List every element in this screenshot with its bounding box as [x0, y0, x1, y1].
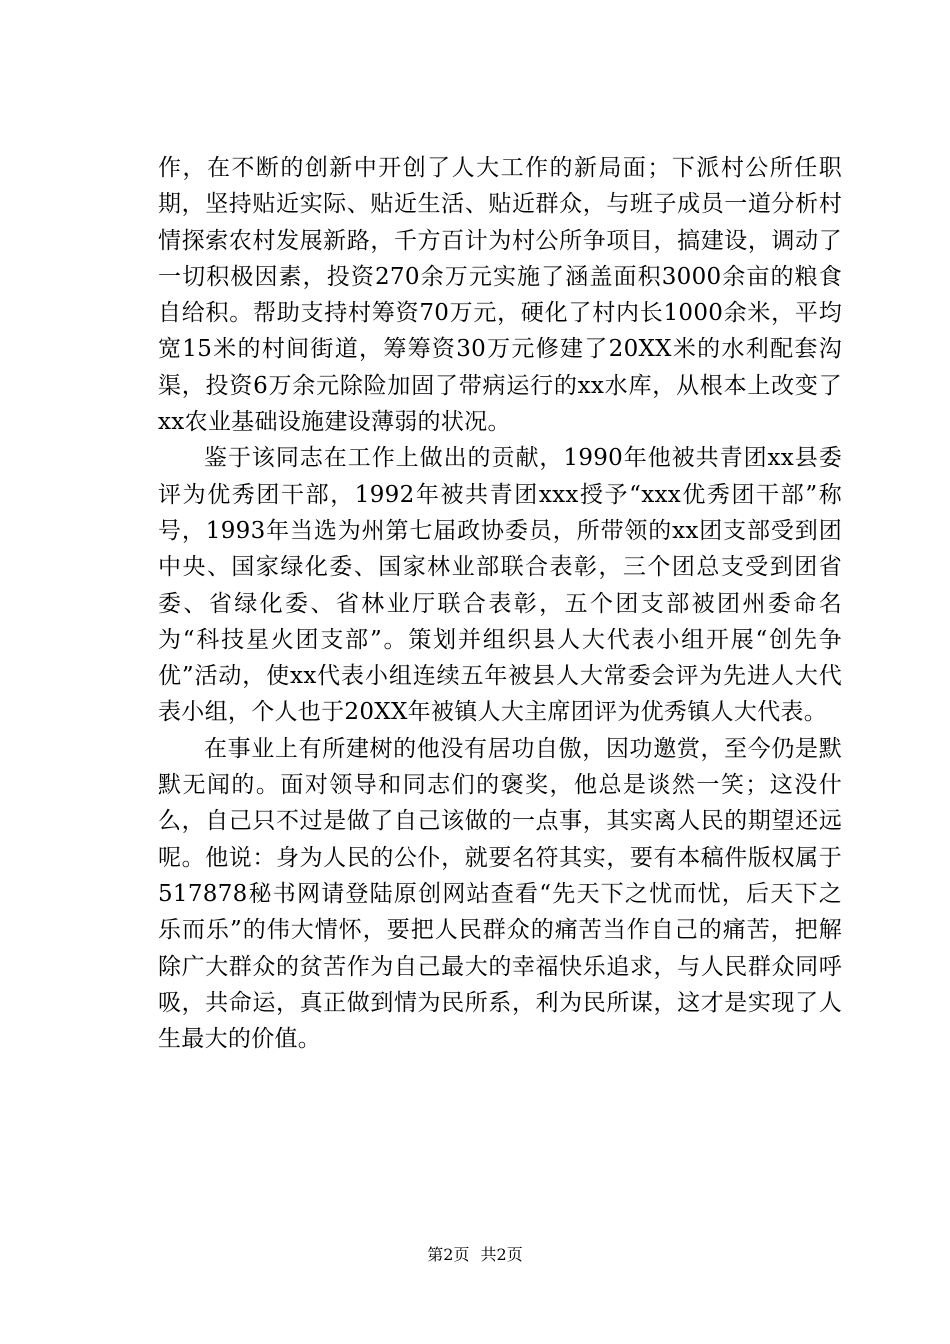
document-body: [158, 150, 842, 1057]
page-footer: [0, 1242, 950, 1265]
paragraph-continuation: 作，在不断的创新中开创了人大工作的新局面；下派村公所任职期，坚持贴近实际、贴近生活、贴近群众，与班子成员一道分析村情探索农村发展新路，千方百计为村公所争项目，搞建设，调动了一切积极因素，投资270余万元实施了涵盖面积3000余亩的粮食自给积。帮助支持村筹资70万元，硬化了村内长1000余米，平均宽15米的村间街道，筹筹资30万元修建了20XX米的水利配套沟渠，投资6万余元除险加固了带病运行的xx水库，从根本上改变了xx农业基础设施建设薄弱的状况。: [158, 155, 842, 436]
paragraph-character: 在事业上有所建树的他没有居功自傲，因功邀赏，至今仍是默默无闻的。面对领导和同志们的褒奖，他总是谈然一笑；这没什么，自己只不过是做了自己该做的一点事，其实离人民的期望还远呢。他说：身为人民的公仆，就要名符其实，要有本稿件版权属于517878秘书网请登陆原创网站查看“先天下之忧而忧，后天下之乐而乐”的伟大情怀，要把人民群众的痛苦当作自己的痛苦，把解除广大群众的贫苦作为自己最大的幸福快乐追求，与人民群众同呼吸，共命运，真正做到情为民所系，利为民所谋，这才是实现了人生最大的价值。: [158, 735, 842, 1053]
page-number: 第2页: [427, 1245, 470, 1264]
page-total: 共2页: [480, 1245, 523, 1264]
paragraph-honors: 鉴于该同志在工作上做出的贡献，1990年他被共青团xx县委评为优秀团干部，1992年被共青团xxx授予“xxx优秀团干部”称号，1993年当选为州第七届政协委员，所带领的xx团支部受到团中央、国家绿化委、国家林业部联合表彰，三个团总支受到团省委、省绿化委、省林业厅联合表彰，五个团支部被团州委命名为“科技星火团支部”。策划并组织县人大代表小组开展“创先争优”活动，使xx代表小组连续五年被县人大常委会评为先进人大代表小组，个人也于20XX年被镇人大主席团评为优秀镇人大代表。: [158, 445, 842, 726]
